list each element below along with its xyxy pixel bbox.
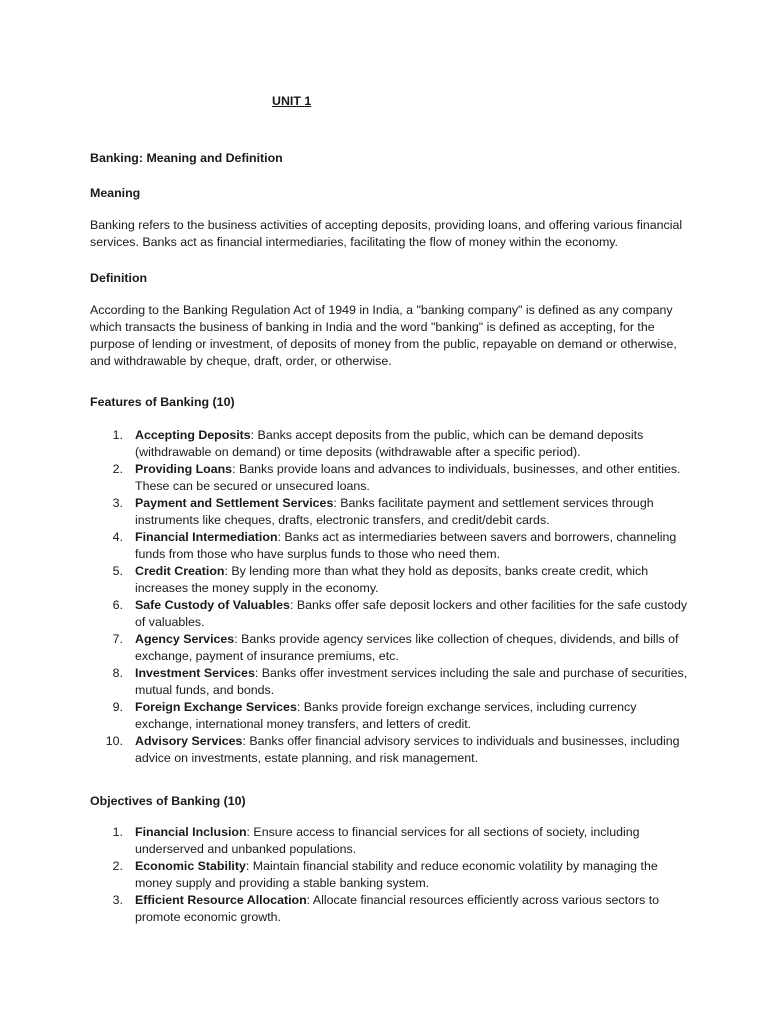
item-text: : Ensure access to financial services for all sections of society, including underserved and unbanked populations. [135,825,640,856]
item-term: Payment and Settlement Services [135,496,334,510]
features-list [90,427,690,767]
item-term: Providing Loans [135,462,233,476]
item-number: 9. [112,700,123,714]
list-item [90,699,690,733]
item-number: 3. [112,496,123,510]
list-item [90,858,690,892]
list-item [90,427,690,461]
item-text: : Banks provide foreign exchange services, including currency exchange, international money transfers, and letters of credit. [135,700,637,731]
list-item [90,461,690,495]
item-number: 2. [112,462,123,476]
item-term: Agency Services [135,632,235,646]
item-text: : Allocate financial resources efficiently across various sectors to promote economic growth. [135,893,660,924]
item-number: 7. [112,632,123,646]
item-number: 1. [112,428,123,442]
item-text: : Banks accept deposits from the public, which can be demand deposits (withdrawable on demand) or time deposits (withdrawable after a specific period). [135,428,644,459]
list-item [90,529,690,563]
list-item [90,665,690,699]
definition-text: According to the Banking Regulation Act of 1949 in India, a "banking company" is defined as any company which transacts the business of banking in India and the word "banking" is defined as accepting, for the purpose of lending or investment, of deposits of money from the public, repayable on demand or otherwise, and withdrawable by cheque, draft, order, or otherwise. [90,303,677,368]
item-number: 2. [112,859,123,873]
item-term: Safe Custody of Valuables [135,598,290,612]
list-item [90,597,690,631]
item-term: Financial Intermediation [135,530,278,544]
item-number: 1. [112,825,123,839]
meaning-heading: Meaning [90,186,141,200]
item-text: : Banks offer investment services including the sale and purchase of securities, mutual funds, and bonds. [135,666,688,697]
item-text: : Banks act as intermediaries between savers and borrowers, channeling funds from those who have surplus funds to those who need them. [135,530,677,561]
item-term: Investment Services [135,666,255,680]
item-number: 8. [112,666,123,680]
item-text: : Banks offer financial advisory services to individuals and businesses, including advice on investments, estate planning, and risk management. [135,734,680,765]
objectives-list [90,824,690,926]
item-term: Financial Inclusion [135,825,247,839]
list-item [90,495,690,529]
list-item [90,824,690,858]
item-text: : Banks facilitate payment and settlement services through instruments like cheques, drafts, electronic transfers, and credit/debit cards. [135,496,654,527]
objectives-heading: Objectives of Banking (10) [90,794,246,808]
list-item [90,892,690,926]
item-text: : Banks provide agency services like collection of cheques, dividends, and bills of exchange, payment of insurance premiums, etc. [135,632,679,663]
item-term: Advisory Services [135,734,243,748]
item-term: Accepting Deposits [135,428,251,442]
item-term: Efficient Resource Allocation [135,893,307,907]
features-heading: Features of Banking (10) [90,395,235,409]
item-text: : Banks offer safe deposit lockers and other facilities for the safe custody of valuables. [135,598,688,629]
item-term: Economic Stability [135,859,246,873]
item-number: 4. [112,530,123,544]
item-text: : Banks provide loans and advances to individuals, businesses, and other entities. These can be secured or unsecured loans. [135,462,681,493]
unit-title: UNIT 1 [272,94,312,108]
item-number: 3. [112,893,123,907]
item-number: 5. [112,564,123,578]
definition-heading: Definition [90,271,148,285]
item-number: 6. [112,598,123,612]
meaning-text: Banking refers to the business activities of accepting deposits, providing loans, and offering various financial services. Banks act as financial intermediaries, facilitating the flow of money within the economy. [90,218,683,249]
item-term: Credit Creation [135,564,225,578]
item-term: Foreign Exchange Services [135,700,297,714]
list-item [90,563,690,597]
item-number: 10. [105,734,123,748]
item-text: : Maintain financial stability and reduce economic volatility by managing the money supply and providing a stable banking system. [135,859,658,890]
list-item [90,631,690,665]
item-text: : By lending more than what they hold as deposits, banks create credit, which increases the money supply in the economy. [135,564,649,595]
list-item [90,733,690,767]
section-heading: Banking: Meaning and Definition [90,151,283,165]
